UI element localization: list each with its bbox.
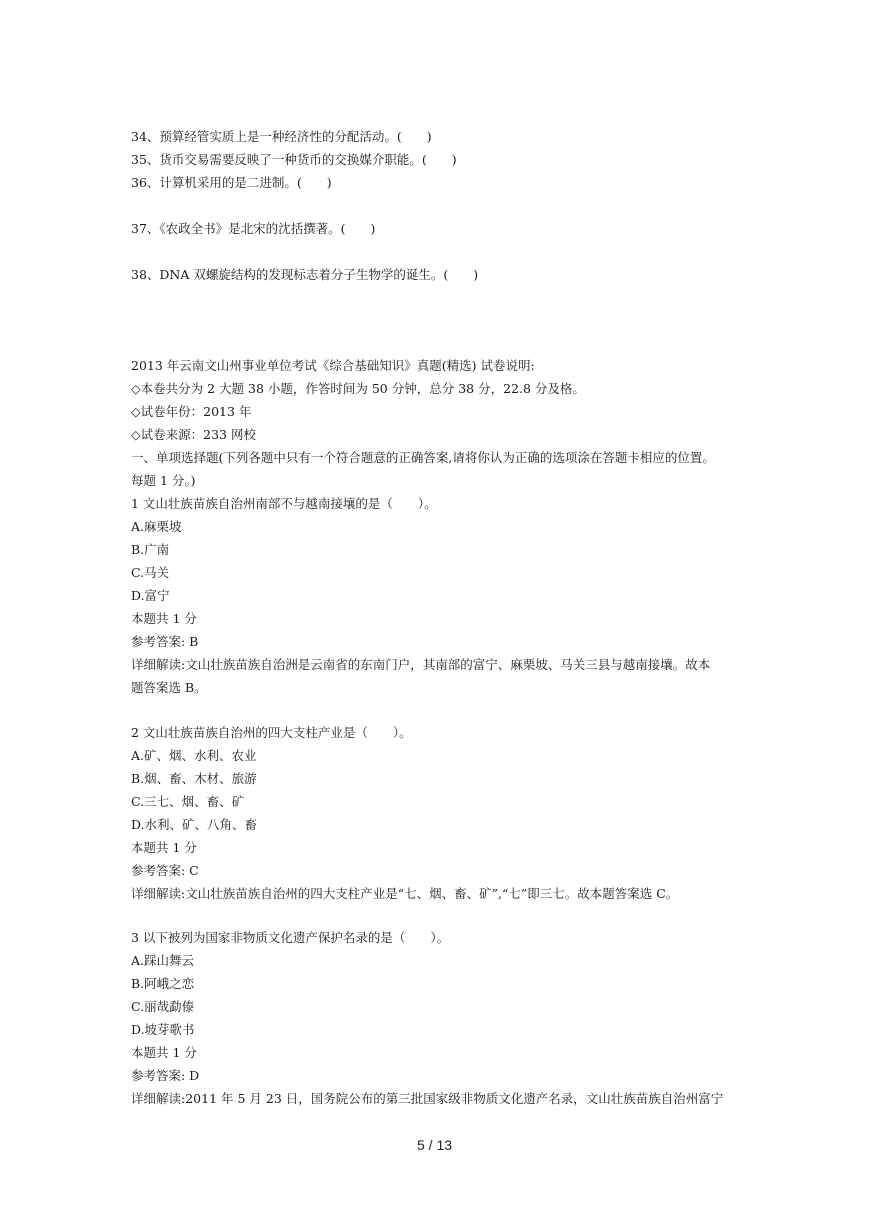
question-option: C.马关 — [131, 565, 170, 580]
question-answer: 参考答案: C — [131, 863, 199, 878]
question-explanation: 题答案选 B。 — [131, 680, 207, 695]
judgment-item: 36、计算机采用的是二进制。( ) — [131, 175, 332, 190]
question-explanation: 详细解读:2011 年 5 月 23 日，国务院公布的第三批国家级非物质文化遗产名录，文山壮族苗族自治州富宁 — [131, 1091, 724, 1106]
section-heading: 一、单项选择题(下列各题中只有一个符合题意的正确答案,请将你认为正确的选项涂在答题卡相应的位置。 — [131, 450, 715, 465]
judgment-item: 38、DNA 双螺旋结构的发现标志着分子生物学的诞生。( ) — [131, 267, 479, 282]
question-score: 本题共 1 分 — [131, 1045, 197, 1060]
exam-meta: ◇本卷共分为 2 大题 38 小题，作答时间为 50 分钟，总分 38 分，22.8 分及格。 — [131, 381, 585, 396]
judgment-item: 34、预算经管实质上是一种经济性的分配活动。( ) — [131, 129, 432, 144]
question-option: D.坡芽歌书 — [131, 1022, 195, 1037]
question-stem: 3 以下被列为国家非物质文化遗产保护名录的是（ ）。 — [131, 930, 450, 945]
section-heading: 每题 1 分。) — [131, 473, 196, 488]
question-option: D.富宁 — [131, 588, 170, 603]
question-answer: 参考答案: B — [131, 634, 199, 649]
question-explanation: 详细解读:文山壮族苗族自治洲是云南省的东南门户，其南部的富宁、麻栗坡、马关三县与越南接壤。故本 — [131, 657, 711, 672]
question-option: A.矿、烟、水利、农业 — [131, 748, 257, 763]
question-explanation: 详细解读:文山壮族苗族自治州的四大支柱产业是“七、烟、畜、矿”,“七”即三七。故本题答案选 C。 — [131, 886, 679, 901]
question-option: C.三七、烟、畜、矿 — [131, 794, 245, 809]
question-score: 本题共 1 分 — [131, 611, 197, 626]
judgment-item: 37、《农政全书》是北宋的沈括撰著。( ) — [131, 221, 376, 236]
exam-title: 2013 年云南文山州事业单位考试《综合基础知识》真题(精选) 试卷说明: — [131, 358, 535, 373]
question-score: 本题共 1 分 — [131, 840, 197, 855]
exam-meta: ◇试卷年份：2013 年 — [131, 404, 252, 419]
question-option: B.烟、畜、木材、旅游 — [131, 771, 257, 786]
question-answer: 参考答案: D — [131, 1068, 200, 1083]
page-number: 5 / 13 — [416, 1137, 453, 1153]
question-stem: 1 文山壮族苗族自治州南部不与越南接壤的是（ ）。 — [131, 496, 437, 511]
question-stem: 2 文山壮族苗族自治州的四大支柱产业是（ ）。 — [131, 725, 412, 740]
question-option: A.踩山舞云 — [131, 953, 195, 968]
exam-meta: ◇试卷来源：233 网校 — [131, 427, 256, 442]
question-option: B.阿峨之恋 — [131, 976, 195, 991]
judgment-item: 35、货币交易需要反映了一种货币的交换媒介职能。( ) — [131, 152, 457, 167]
question-option: D.水利、矿、八角、畜 — [131, 817, 258, 832]
question-option: A.麻栗坡 — [131, 519, 182, 534]
question-option: C.丽哉勐傣 — [131, 999, 195, 1014]
question-option: B.广南 — [131, 542, 170, 557]
